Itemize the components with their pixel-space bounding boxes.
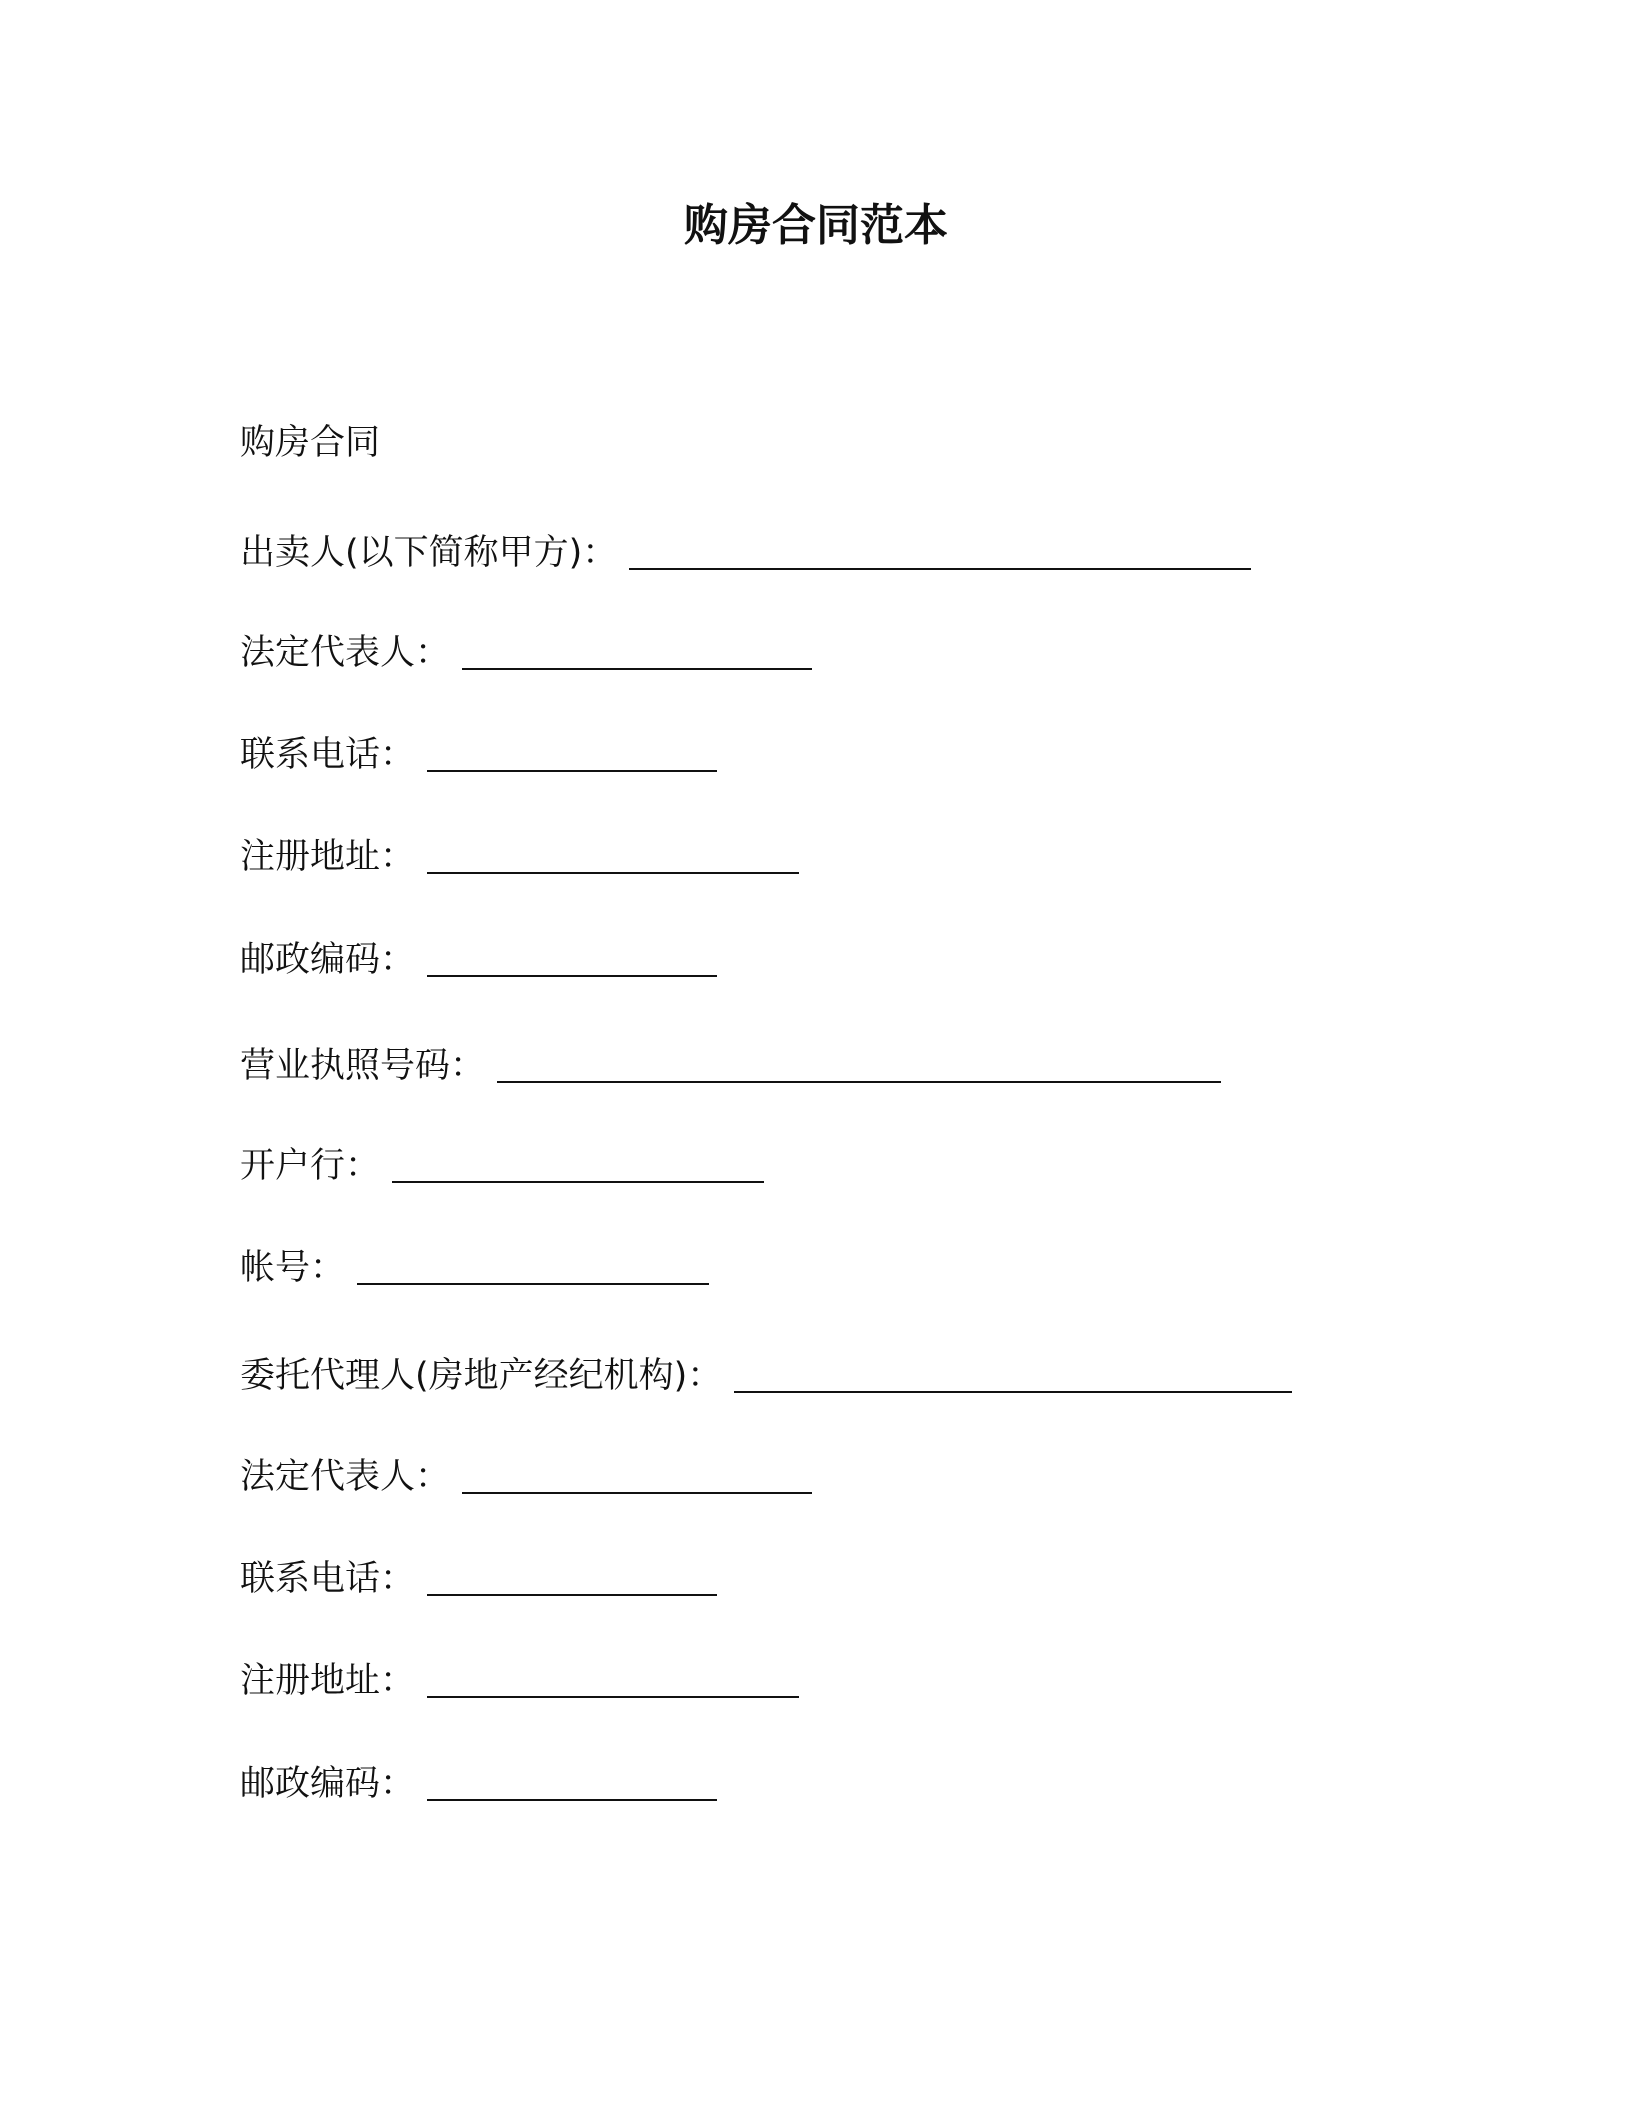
fill-in-blank[interactable] [357, 1243, 709, 1285]
field-agent-legal-rep [240, 1452, 812, 1502]
fill-in-blank[interactable] [392, 1141, 764, 1183]
fill-in-blank[interactable] [427, 935, 717, 977]
field-label: 联系电话： [240, 1559, 416, 1599]
fill-in-blank[interactable] [734, 1351, 1292, 1393]
field-seller-legal-rep [240, 628, 812, 678]
field-label: 注册地址： [240, 837, 416, 877]
field-label: 邮政编码： [240, 940, 416, 980]
fill-in-blank[interactable] [462, 1452, 812, 1494]
field-agent-postcode [240, 1759, 717, 1809]
fill-in-blank[interactable] [629, 528, 1251, 570]
field-label: 开户行： [240, 1146, 381, 1186]
field-label: 注册地址： [240, 1661, 416, 1701]
field-label: 出卖人(以下简称甲方)： [240, 533, 618, 573]
field-label: 联系电话： [240, 735, 416, 775]
fill-in-blank[interactable] [427, 1759, 717, 1801]
fill-in-blank[interactable] [427, 1554, 717, 1596]
field-business-license [240, 1041, 1221, 1091]
field-agent [240, 1351, 1292, 1401]
field-bank [240, 1141, 764, 1191]
document-title: 购房合同范本 [684, 200, 948, 251]
field-seller-phone [240, 730, 717, 780]
fill-in-blank[interactable] [427, 730, 717, 772]
field-label: 营业执照号码： [240, 1046, 486, 1086]
field-account [240, 1243, 709, 1293]
field-label: 邮政编码： [240, 1764, 416, 1804]
field-seller-postcode [240, 935, 717, 985]
field-seller [240, 528, 1251, 578]
fill-in-blank[interactable] [427, 1656, 799, 1698]
fill-in-blank[interactable] [462, 628, 812, 670]
field-label: 法定代表人： [240, 1457, 451, 1497]
field-agent-phone [240, 1554, 717, 1604]
field-label: 帐号： [240, 1248, 346, 1288]
fill-in-blank[interactable] [497, 1041, 1221, 1083]
field-label: 法定代表人： [240, 633, 451, 673]
field-seller-address [240, 832, 799, 882]
field-agent-address [240, 1656, 799, 1706]
contract-heading: 购房合同 [240, 423, 381, 463]
fill-in-blank[interactable] [427, 832, 799, 874]
field-label: 委托代理人(房地产经纪机构)： [240, 1356, 723, 1396]
